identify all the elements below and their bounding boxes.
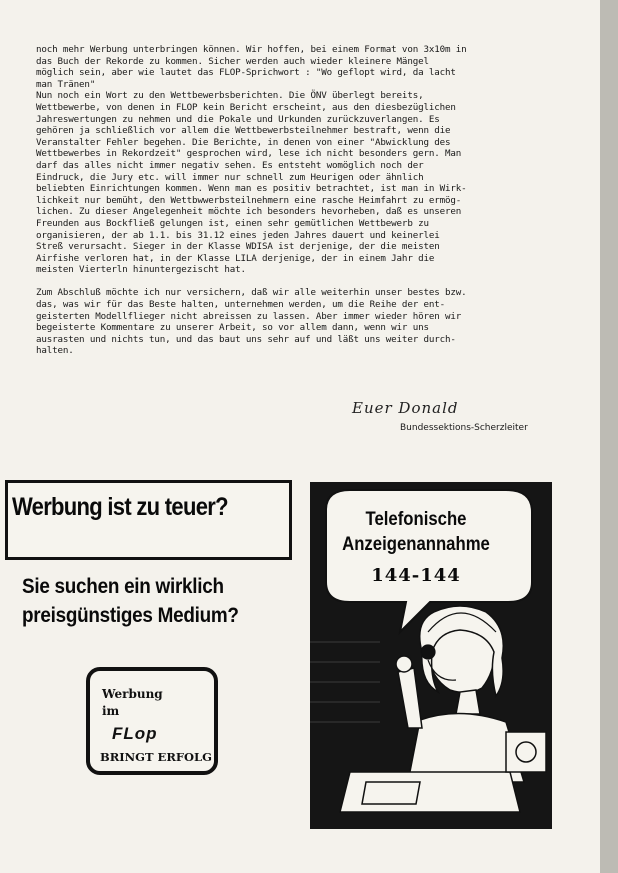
bubble-line-2: Anzeigenannahme — [342, 534, 490, 555]
advert-subheadline — [22, 572, 274, 630]
badge-line-erfolg: BRINGT ERFOLG — [100, 750, 212, 764]
badge-flop-logo: FLop — [112, 724, 158, 743]
bubble-phone-number: 144-144 — [371, 565, 461, 586]
article-body — [36, 44, 564, 357]
article-paragraph-1: noch mehr Werbung unterbringen können. Wir hoffen, bei einem Format von 3x10m in das Buch der Rekorde zu kommen. Sicher werden auch wieder kleinere Mängel möglich sein, aber wie lautet das FLOP-Sprichwort : "Wo geflopt wird, da lacht man Tränen" Nun noch ein Wort zu den Wettbewerbsberichten. Die ÖNV überlegt bereits, Wettbewerbe, von denen in FLOP kein Bericht erscheint, aus den diesbezüglichen Jahreswertungen zu nehmen und die Pokale und Urkunden zurückzuverlangen. Es gehören ja schließlich vor allem die Wettbewerbsteilnehmer bestraft, wenn die Veranstalter Fehler begehen. Die Berichte, in denen von einer "Abwicklung des Wettbewerbes in Rekordzeit" gesprochen wird, lese ich nicht besonders gern. Man darf das alles nicht immer negativ sehen. Es entsteht womöglich noch der Eindruck, die Jury etc. will immer nur schnell zum Heurigen oder ähnlich beliebten Einrichtungen kommen. Wenn man es positiv betrachtet, ist man in Wirk- lichkeit nur bemüht, den Wettbwwerbsteilnehmern eine rasche Heimfahrt zu ermög- lichen. Zu dieser Angelegenheit möchte ich besonders hevorheben, daß es unseren Freunden aus Bockfließ gelungen ist, einen sehr gemütlichen Wettbewerb zu organisieren, der ab 1.1. bis 31.12 eines jeden Jahres dauert und keinerlei Streß verursacht. Sieger in der Klasse WDISA ist derjenige, der die meisten Airfishe verloren hat, in der Klasse LILA derjenige, der in einem Jahr die meisten Vierterln hinuntergezischt hat. — [36, 44, 467, 276]
switchboard — [506, 732, 546, 772]
advert-subheadline-line-1: Sie suchen ein wirklich — [22, 575, 224, 598]
advert-headline: Werbung ist zu teuer? — [12, 493, 228, 521]
operator-figure — [340, 606, 524, 812]
article-paragraph-2: Zum Abschluß möchte ich nur versichern, daß wir alle weiterhin unser bestes bzw. das, was wir für das Beste halten, unternehmen werden, um die Reihe der ent- geisterten Modellflieger nicht abreissen zu lassen. Aber immer wieder hören wir begeisterte Kommentare zu unserer Arbeit, so vor allem dann, wenn wir uns ausrasten und nichts tun, und das baut uns sehr auf und läßt uns weiter durch- halten. — [36, 287, 467, 357]
badge-line-im: im — [102, 704, 120, 718]
background-hatching — [310, 642, 380, 722]
badge-line-werbung: Werbung — [102, 687, 163, 701]
signature-title: Bundessektions-Scherzleiter — [400, 423, 528, 433]
bubble-text — [333, 507, 498, 557]
signature: Euer Donald — [352, 399, 459, 417]
advert-subheadline-line-2: preisgünstiges Medium? — [22, 604, 239, 627]
page-edge-shadow — [600, 0, 618, 873]
bubble-line-1: Telefonische — [365, 509, 467, 530]
